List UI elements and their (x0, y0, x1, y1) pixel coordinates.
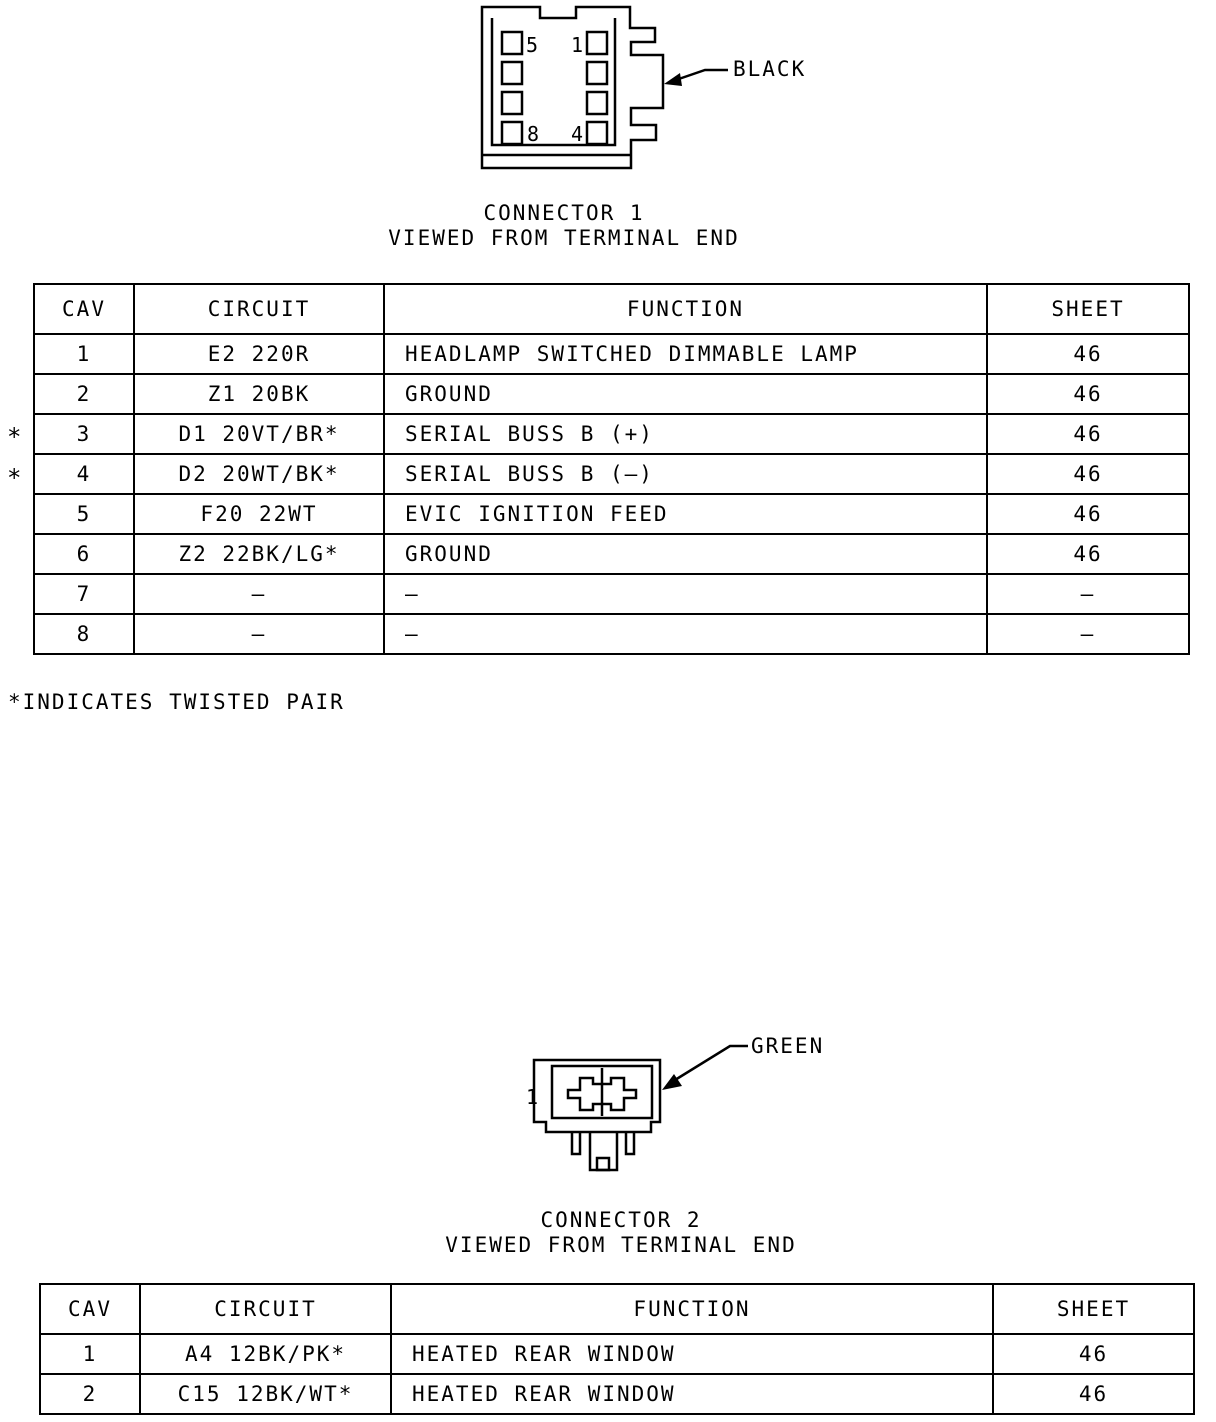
header-cav: CAV (34, 284, 134, 334)
cell-sheet: 46 (987, 414, 1189, 454)
connector1-cavity (587, 32, 607, 54)
connector2-latch (590, 1132, 617, 1170)
cell-sheet: 46 (993, 1334, 1194, 1374)
cell-circuit: — (134, 614, 384, 654)
cell-cav: 5 (34, 494, 134, 534)
table-row (34, 414, 1189, 454)
table-row (34, 534, 1189, 574)
cell-sheet: 46 (987, 374, 1189, 414)
connector1-pin-label: 8 (527, 122, 540, 146)
connector1-caption-title: CONNECTOR 1 (483, 201, 645, 225)
table-row (40, 1334, 1194, 1374)
cell-circuit: A4 12BK/PK* (140, 1334, 391, 1374)
connector1-pin-label: 4 (571, 122, 584, 146)
cell-cav: 8 (34, 614, 134, 654)
connector1-pinout-table (33, 283, 1190, 655)
cell-function: — (384, 614, 987, 654)
twisted-pair-marker: * (7, 464, 22, 492)
cell-function: — (384, 574, 987, 614)
connector1-cavity (502, 122, 522, 144)
cell-cav: 6 (34, 534, 134, 574)
connector2-caption-title: CONNECTOR 2 (540, 1208, 702, 1232)
connector1-cavity (502, 92, 522, 114)
header-circuit: CIRCUIT (140, 1284, 391, 1334)
cell-function: SERIAL BUSS B (+) (384, 414, 987, 454)
connector1-cavity (587, 122, 607, 144)
cell-function: HEADLAMP SWITCHED DIMMABLE LAMP (384, 334, 987, 374)
connector2-caption-subtitle: VIEWED FROM TERMINAL END (445, 1233, 797, 1257)
cell-circuit: D1 20VT/BR* (134, 414, 384, 454)
table-row (34, 614, 1189, 654)
connector2-pin-label: 1 (526, 1085, 539, 1109)
cell-function: GROUND (384, 374, 987, 414)
table-header-row (34, 284, 1189, 334)
header-function: FUNCTION (384, 284, 987, 334)
table-row (34, 374, 1189, 414)
cell-cav: 2 (40, 1374, 140, 1414)
cell-cav: 2 (34, 374, 134, 414)
header-circuit: CIRCUIT (134, 284, 384, 334)
cell-circuit: C15 12BK/WT* (140, 1374, 391, 1414)
table-header-row (40, 1284, 1194, 1334)
connector2-leader (675, 1046, 748, 1080)
cell-function: EVIC IGNITION FEED (384, 494, 987, 534)
connector2-pinout-table (39, 1283, 1195, 1415)
cell-circuit: — (134, 574, 384, 614)
table-row (34, 494, 1189, 534)
table-row (40, 1374, 1194, 1414)
connector1-color-label: BLACK (733, 57, 807, 81)
cell-circuit: Z1 20BK (134, 374, 384, 414)
cell-sheet: 46 (987, 534, 1189, 574)
connector2-drawing (0, 1020, 1216, 1190)
connector1-pin-label: 1 (571, 33, 584, 57)
connector1-caption (264, 201, 864, 251)
cell-cav: 3 (34, 414, 134, 454)
connector1-caption-subtitle: VIEWED FROM TERMINAL END (388, 226, 740, 250)
cell-sheet: 46 (987, 334, 1189, 374)
cell-cav: 1 (40, 1334, 140, 1374)
cell-function: GROUND (384, 534, 987, 574)
connector1-cavity (587, 62, 607, 84)
connector1-cavity (502, 32, 522, 54)
connector1-cavity (587, 92, 607, 114)
connector1-arrow-icon (664, 73, 682, 86)
cell-circuit: D2 20WT/BK* (134, 454, 384, 494)
cell-cav: 4 (34, 454, 134, 494)
table-row (34, 574, 1189, 614)
connector1-pin-label: 5 (526, 33, 539, 57)
twisted-pair-marker: * (7, 423, 22, 451)
cell-circuit: E2 220R (134, 334, 384, 374)
cell-sheet: — (987, 574, 1189, 614)
header-cav: CAV (40, 1284, 140, 1334)
cell-cav: 1 (34, 334, 134, 374)
cell-circuit: Z2 22BK/LG* (134, 534, 384, 574)
twisted-pair-note: *INDICATES TWISTED PAIR (8, 690, 345, 714)
cell-function: HEATED REAR WINDOW (391, 1334, 993, 1374)
cell-cav: 7 (34, 574, 134, 614)
cell-sheet: 46 (987, 494, 1189, 534)
cell-function: HEATED REAR WINDOW (391, 1374, 993, 1414)
cell-function: SERIAL BUSS B (–) (384, 454, 987, 494)
cell-sheet: — (987, 614, 1189, 654)
table-row (34, 334, 1189, 374)
table-row (34, 454, 1189, 494)
header-sheet: SHEET (993, 1284, 1194, 1334)
cell-sheet: 46 (993, 1374, 1194, 1414)
connector2-color-label: GREEN (751, 1034, 825, 1058)
connector2-caption (321, 1208, 921, 1258)
header-function: FUNCTION (391, 1284, 993, 1334)
cell-sheet: 46 (987, 454, 1189, 494)
header-sheet: SHEET (987, 284, 1189, 334)
cell-circuit: F20 22WT (134, 494, 384, 534)
connector1-cavity (502, 62, 522, 84)
